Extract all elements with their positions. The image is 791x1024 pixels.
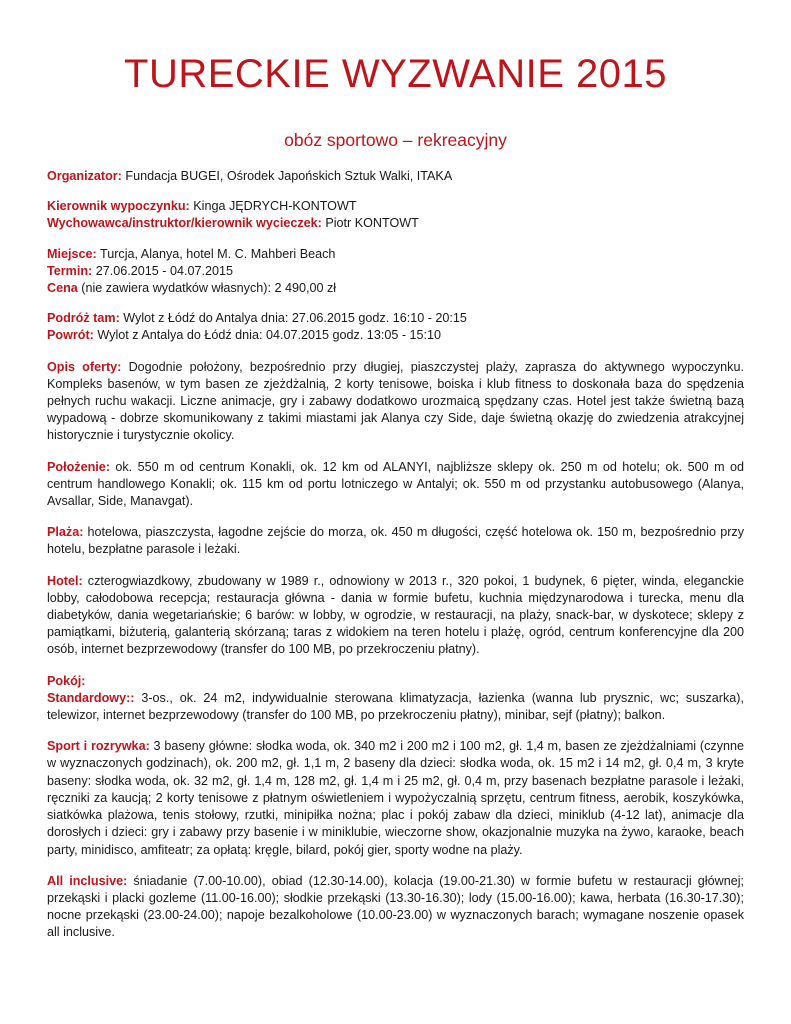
location-value: Turcja, Alanya, hotel M. C. Mahberi Beach — [96, 246, 336, 261]
room-heading — [47, 673, 744, 690]
organizer-value: Fundacja BUGEI, Ośrodek Japońskich Sztuk Walki, ITAKA — [121, 169, 453, 183]
price-label: Cena — [47, 281, 78, 296]
location-line — [47, 246, 744, 263]
offer-description-paragraph — [47, 359, 744, 445]
all-inclusive-text: śniadanie (7.00-10.00), obiad (12.30-14.00), kolacja (19.00-21.30) w formie bufetu w restauracji głównej; przekąski i placki gozleme (11.00-16.00); słodkie przekąski (13.30-16.30); lody (15.00-16.00); kawa, herbata (16.30-17.30); nocne przekąski (23.00-24.00); napoje bezalkoholowe (10.00-23.00) w wyznaczonych barach; wymagane noszenie opasek all inclusive. — [47, 873, 744, 940]
organizer-label: Organizator: — [47, 169, 122, 183]
all-inclusive-label: All inclusive: — [47, 873, 128, 888]
return-flight-label: Powrót: — [47, 328, 94, 343]
sport-label: Sport i rozrywka: — [47, 739, 150, 754]
standard-room-label: Standardowy:: — [47, 690, 135, 705]
hotel-paragraph — [47, 573, 744, 659]
organizer-line — [47, 168, 744, 185]
instructor-label: Wychowawca/instruktor/kierownik wycieczek: — [47, 216, 322, 231]
document-body — [47, 168, 744, 942]
document-subtitle: obóz sportowo – rekreacyjny — [284, 130, 507, 150]
location-details-label: Położenie: — [47, 459, 110, 474]
camp-leader-line — [47, 198, 744, 215]
dates-label: Termin: — [47, 263, 93, 278]
hotel-label: Hotel: — [47, 573, 83, 588]
camp-leader-value: Kinga JĘDRYCH-KONTOWT — [189, 199, 357, 214]
location-details-text: ok. 550 m od centrum Konakli, ok. 12 km od ALANYI, najbliższe sklepy ok. 250 m od hotelu; ok. 500 m od centrum handlowego Konakli; ok. 115 km od portu lotniczego w Antalyi; ok. 550 m od przystanku autobusowego (Alanya, Avsallar, Side, Manavgat). — [47, 459, 744, 509]
standard-room-paragraph — [47, 690, 744, 724]
sport-text: 3 baseny główne: słodka woda, ok. 340 m2 i 200 m2 i 100 m2, gł. 1,4 m, basen ze zjeżdżalniami (czynne w wyznaczonych godzinach), ok. 200 m2, gł. 1,1 m, 2 baseny dla dzieci: słodka woda, ok. 15 m2 i 14 m2, gł. 0,4 m, 3 kryte baseny: słodka woda, ok. 32 m2, gł. 1,4 m, 128 m2, gł. 1,4 m i 25 m2, gł. 0,4 m, przy basenach bezpłatne parasole i leżaki, ręczniki za kaucją; 2 korty tenisowe z płatnym oświetleniem i wypożyczalnią sprzętu, centrum fitness, aerobik, koszykówka, siatkówka plażowa, tenis stołowy, rzutki, minipiłka nożna; plac i pokój zabaw dla dzieci, miniklub (4-12 lat), animacje dla dorosłych i dzieci: gry i zabawy przy basenie i w miniklubie, wieczorne show, okazjonalnie muzyka na żywo, karaoke, beach party, minidisco, amfiteatr; za opłatą: kręgle, bilard, pokój gier, sporty wodne na plaży. — [47, 739, 744, 857]
sport-paragraph — [47, 738, 744, 858]
dates-line — [47, 263, 744, 280]
instructor-value: Piotr KONTOWT — [321, 216, 419, 231]
offer-description-label: Opis oferty: — [47, 359, 122, 374]
beach-paragraph — [47, 524, 744, 558]
price-value: (nie zawiera wydatków własnych): 2 490,00 zł — [77, 281, 337, 296]
outbound-flight-value: Wylot z Łódź do Antalya dnia: 27.06.2015 godz. 16:10 - 20:15 — [119, 311, 467, 326]
dates-value: 27.06.2015 - 04.07.2015 — [92, 263, 234, 278]
instructor-line — [47, 215, 744, 232]
outbound-flight-line — [47, 310, 744, 327]
room-label: Pokój: — [47, 673, 86, 688]
camp-leader-label: Kierownik wypoczynku: — [47, 199, 190, 214]
price-line — [47, 280, 744, 297]
hotel-text: czterogwiazdkowy, zbudowany w 1989 r., odnowiony w 2013 r., 320 pokoi, 1 budynek, 6 pięter, winda, eleganckie lobby, całodobowa recepcja; restauracja główna - dania w formie bufetu, kuchnia międzynarodowa i turecka, menu dla diabetyków, dania wegetariańskie; 6 barów: w lobby, w ogrodzie, w restauracji, na plaży, snack-bar, w dyskotece; sklepy z pamiątkami, biżuterią, galanterią skórzaną; taras z widokiem na teren hotelu i plażę, ogród, centrum konferencyjne dla 200 osób, internet bezprzewodowy (transfer do 100 MB, po przekroczeniu płatny). — [47, 573, 744, 657]
standard-room-text: 3-os., ok. 24 m2, indywidualnie sterowana klimatyzacja, łazienka (wanna lub prysznic, wc; suszarka), telewizor, internet bezprzewodowy (transfer do 100 MB, po przekroczeniu płatny), minibar, sejf (płatny); balkon. — [47, 690, 744, 723]
beach-text: hotelowa, piaszczysta, łagodne zejście do morza, ok. 450 m długości, część hotelowa ok. 150 m, bezpośrednio przy hotelu, bezpłatne parasole i leżaki. — [47, 525, 744, 557]
offer-description-text: Dogodnie położony, bezpośrednio przy długiej, piaszczystej plaży, zaprasza do aktywnego wypoczynku. Kompleks basenów, w tym basen ze zjeżdżalnią, 2 korty tenisowe, boiska i klub fitness to doskonała baza do spędzenia pełnych ruchu wakacji. Liczne animacje, gry i zabawy dodatkowo urozmaicą spędzany czas. Hotel jest także świetną bazą wypadową - dobrze skomunikowany z takimi miastami jak Alanya czy Side, daje świetną okazję do zwiedzenia atrakcyjnej historycznie i turystycznie okolicy. — [47, 359, 744, 443]
return-flight-value: Wylot z Antalya do Łódź dnia: 04.07.2015 godz. 13:05 - 15:10 — [93, 328, 442, 343]
return-flight-line — [47, 327, 744, 344]
document-title: TURECKIE WYZWANIE 2015 — [124, 52, 667, 96]
location-label: Miejsce: — [47, 246, 97, 261]
outbound-flight-label: Podróż tam: — [47, 311, 120, 326]
beach-label: Plaża: — [47, 525, 84, 540]
location-details-paragraph — [47, 459, 744, 511]
all-inclusive-paragraph — [47, 873, 744, 942]
